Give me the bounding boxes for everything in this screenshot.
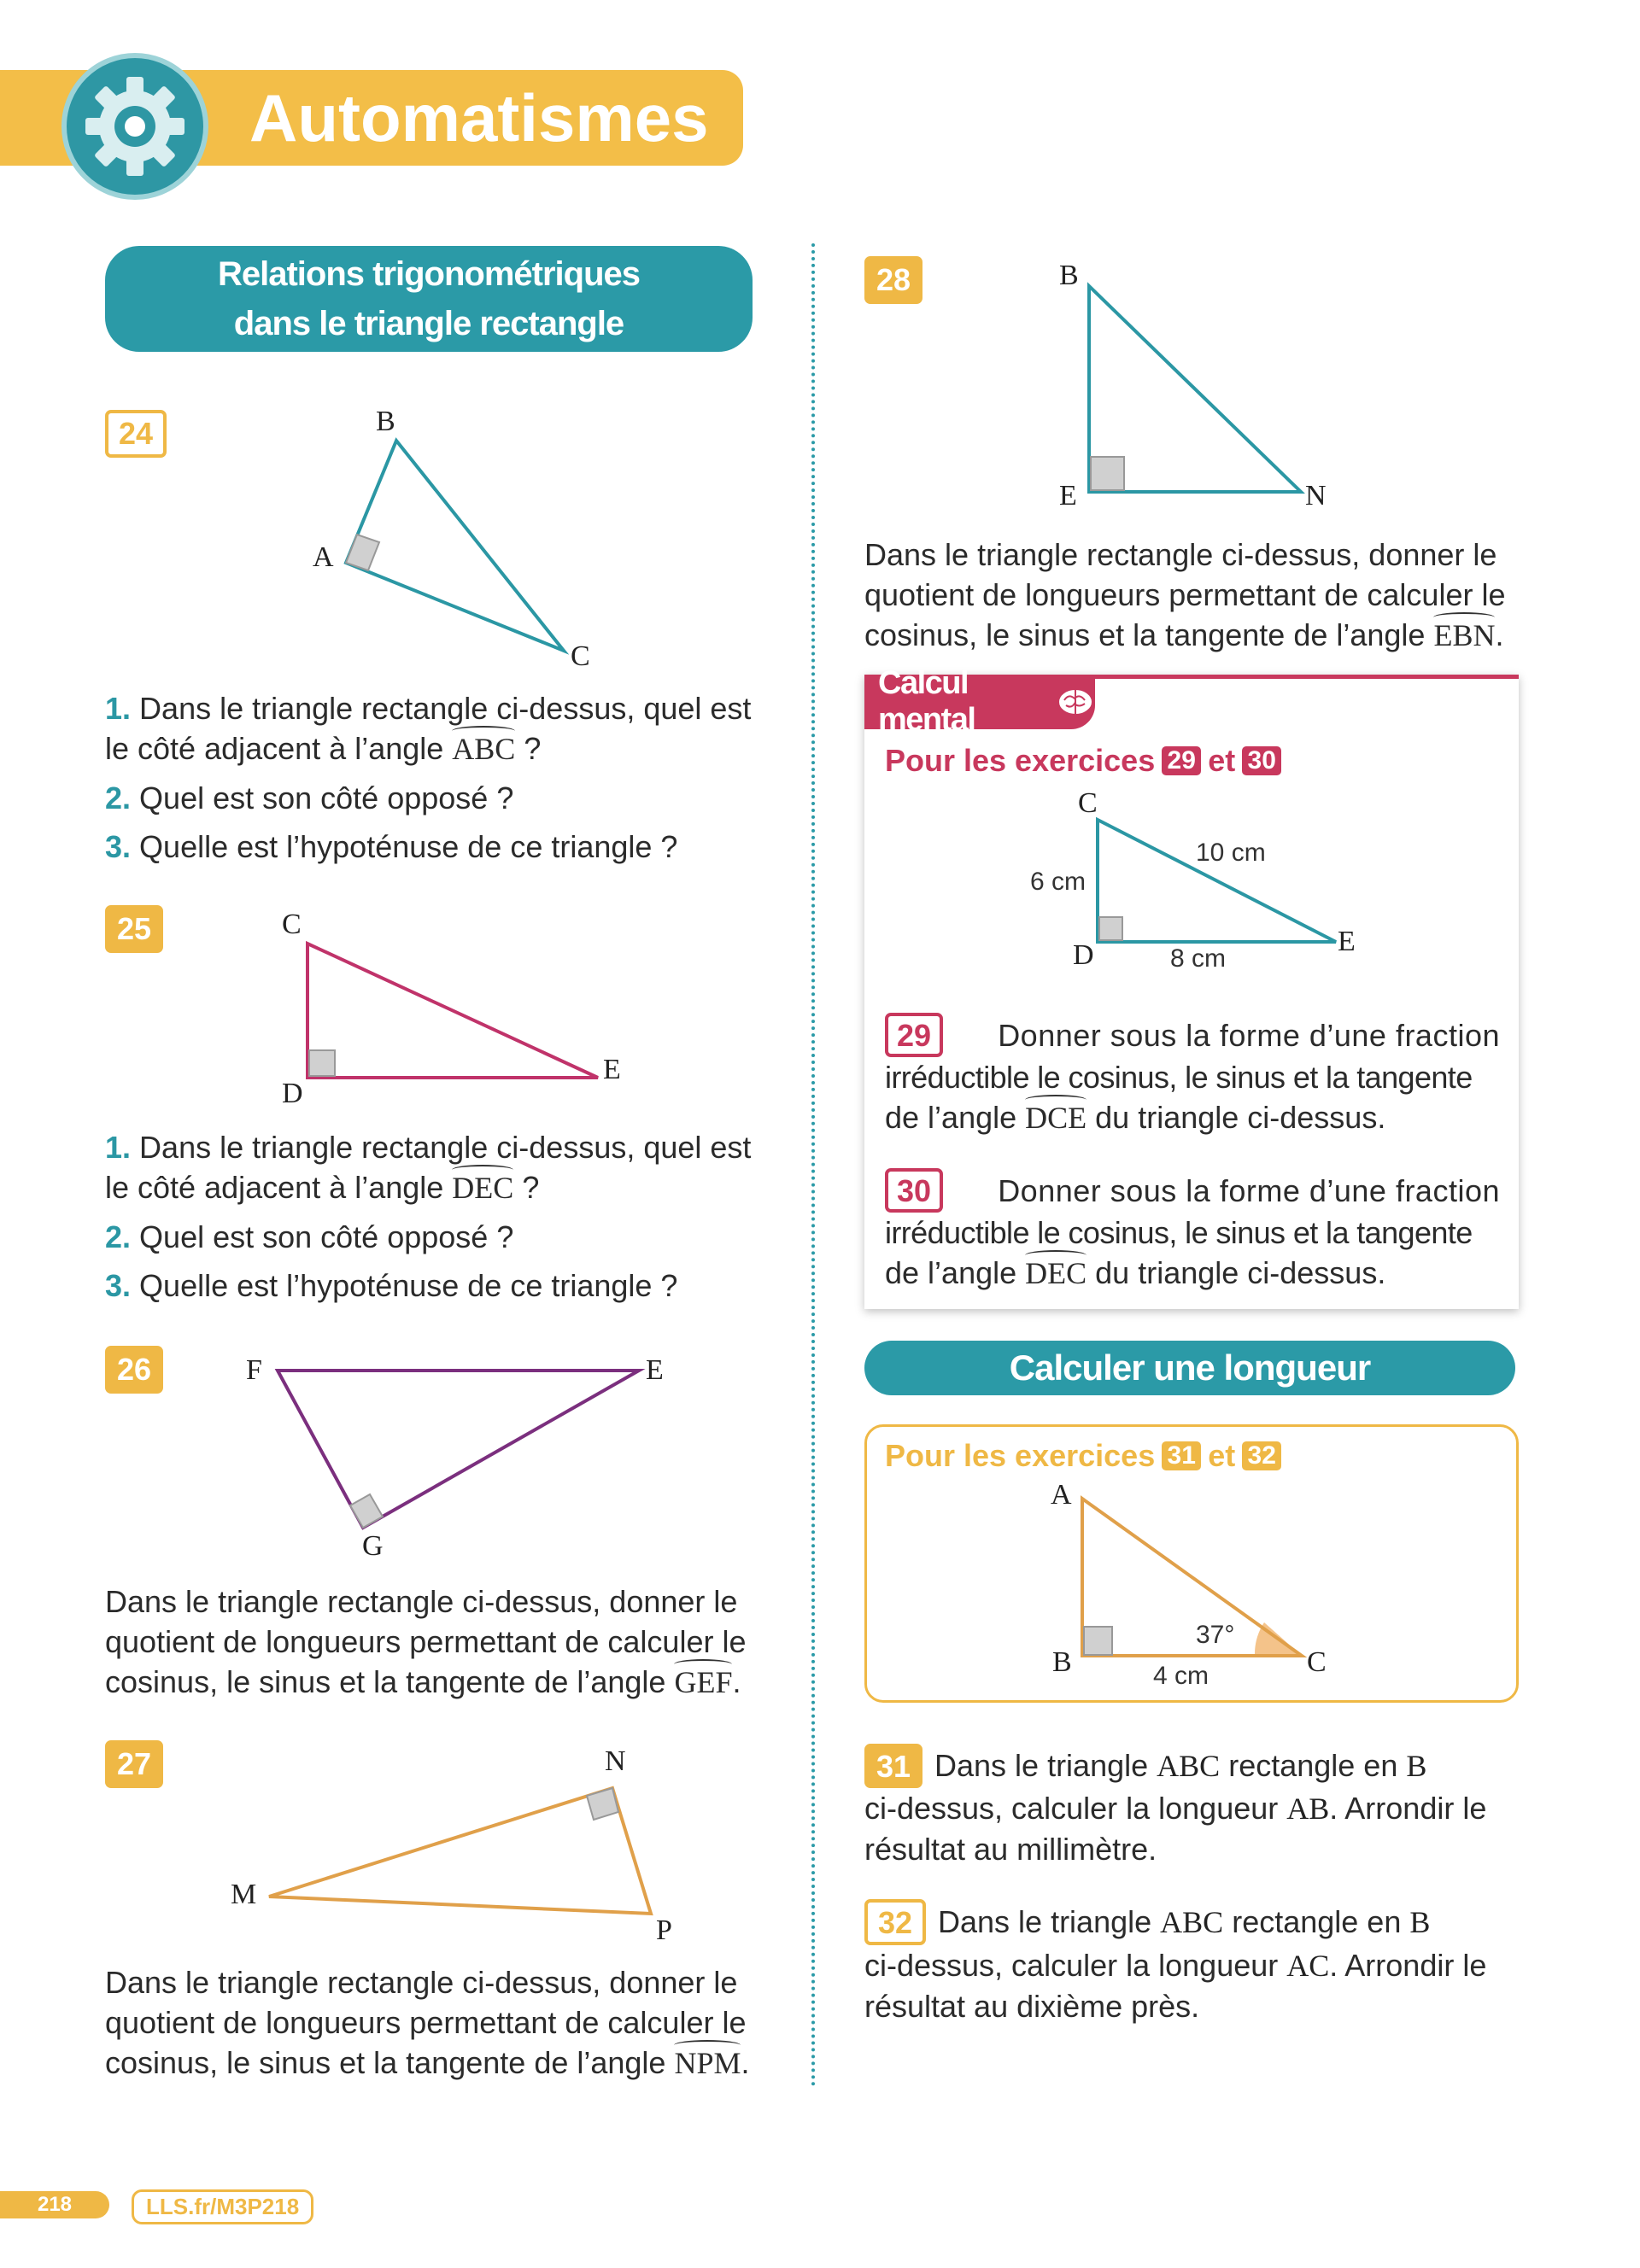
point-label-b: B <box>1059 260 1079 291</box>
point-label-m: M <box>231 1879 257 1910</box>
q1-num: 1. <box>105 691 132 726</box>
text-b: rectangle en <box>1228 1748 1398 1783</box>
text-end: . <box>1495 617 1504 652</box>
calcul-mental-tab <box>864 665 1095 738</box>
point-label-n: N <box>605 1745 626 1777</box>
angle-ebn: EBN <box>1433 616 1495 656</box>
q3-num: 3. <box>105 1268 132 1303</box>
text-b: rectangle en <box>1232 1904 1402 1939</box>
exercise-25-text <box>105 1127 771 1306</box>
right-angle-point: B <box>1406 1749 1427 1783</box>
point-label-c: C <box>1307 1646 1327 1678</box>
exercise-number-27: 27 <box>105 1740 163 1788</box>
exercise-29-text <box>885 1013 1500 1138</box>
text-line-c: de l’angle <box>885 1100 1017 1135</box>
point-label-p: P <box>656 1914 672 1946</box>
triangle-cde-mental-figure <box>1093 815 1350 952</box>
text-line-d: du triangle ci-dessus. <box>1095 1100 1386 1135</box>
q1-num: 1. <box>105 1130 132 1165</box>
text-e: résultat au millimètre. <box>864 1832 1157 1867</box>
text-d: . Arrondir le <box>1329 1791 1487 1826</box>
text-d: . Arrondir le <box>1329 1948 1487 1983</box>
text-c: ci-dessus, calculer la longueur <box>864 1948 1279 1983</box>
text-line-b: quotient de longueurs permettant de calculer le <box>864 577 1506 612</box>
angle-gef: GEF <box>674 1663 732 1703</box>
ref-29: 29 <box>1162 746 1201 775</box>
angle-dec: DEC <box>452 1168 513 1208</box>
page-title: Automatismes <box>249 80 709 155</box>
point-label-e: E <box>1059 480 1077 511</box>
text-a: Dans le triangle <box>938 1904 1152 1939</box>
exercise-28-text <box>864 535 1531 656</box>
point-label-e: E <box>646 1354 664 1386</box>
q1-end: ? <box>524 731 542 766</box>
text-line-a: Donner sous la forme d’une fraction <box>998 1172 1500 1208</box>
q1-line-b: le côté adjacent à l’angle <box>105 1170 444 1205</box>
section-title-length: Calculer une longueur <box>864 1341 1515 1395</box>
text-line-d: du triangle ci-dessus. <box>1095 1255 1386 1290</box>
text-line-a: Dans le triangle rectangle ci-dessus, donner le <box>105 1965 738 2000</box>
point-label-d: D <box>282 1078 303 1109</box>
text-line-a: Dans le triangle rectangle ci-dessus, donner le <box>105 1584 738 1619</box>
page-number: 218 <box>0 2191 109 2218</box>
q1-line-b: le côté adjacent à l’angle <box>105 731 444 766</box>
text-c: ci-dessus, calculer la longueur <box>864 1791 1279 1826</box>
ref-30: 30 <box>1242 746 1281 775</box>
heading-text: Pour les exercices <box>885 743 1156 778</box>
q3-num: 3. <box>105 829 132 864</box>
exercise-number-29: 29 <box>885 1013 943 1057</box>
triangle-cde-figure <box>303 939 611 1093</box>
q1-line-a: Dans le triangle rectangle ci-dessus, quel est <box>139 1130 752 1165</box>
exercise-number-32: 32 <box>864 1899 926 1945</box>
ref-32: 32 <box>1242 1441 1281 1470</box>
exercise-31-text <box>864 1744 1531 1869</box>
segment: AB <box>1286 1792 1330 1826</box>
text-line-c: de l’angle <box>885 1255 1017 1290</box>
calcul-mental-label: Calcul mental <box>878 665 975 738</box>
triangle-abc-figure <box>325 427 581 649</box>
exercise-number-25: 25 <box>105 905 163 953</box>
footer-link[interactable]: LLS.fr/M3P218 <box>132 2189 313 2224</box>
heading-and: et <box>1208 1438 1236 1473</box>
heading-text: Pour les exercices <box>885 1438 1156 1473</box>
side-ce: 10 cm <box>1196 839 1266 867</box>
text-line-c: cosinus, le sinus et la tangente de l’angle <box>864 617 1426 652</box>
q2-text: Quel est son côté opposé ? <box>139 780 514 815</box>
exercise-27-text <box>105 1962 771 2084</box>
exercise-24-text <box>105 688 771 867</box>
point-label-f: F <box>246 1354 262 1386</box>
q3-text: Quelle est l’hypoténuse de ce triangle ? <box>139 1268 678 1303</box>
ref-31: 31 <box>1162 1441 1201 1470</box>
brain-icon <box>1056 687 1095 717</box>
side-bc: 4 cm <box>1153 1662 1210 1690</box>
point-label-n: N <box>1305 480 1327 511</box>
angle-dec: DEC <box>1025 1254 1086 1294</box>
point-label-a: A <box>313 541 334 573</box>
text-line-c: cosinus, le sinus et la tangente de l’angle <box>105 1664 666 1699</box>
angle-c-value: 37° <box>1196 1621 1235 1649</box>
column-divider <box>811 243 815 2088</box>
q2-num: 2. <box>105 780 132 815</box>
text-line-a: Dans le triangle rectangle ci-dessus, donner le <box>864 537 1497 572</box>
exercise-number-24: 24 <box>105 410 167 458</box>
section-title-trig <box>105 246 753 352</box>
point-label-b: B <box>1052 1646 1072 1678</box>
point-label-b: B <box>376 406 395 437</box>
q2-text: Quel est son côté opposé ? <box>139 1219 514 1254</box>
exercise-26-text <box>105 1581 771 1703</box>
point-label-a: A <box>1051 1479 1072 1511</box>
q2-num: 2. <box>105 1219 132 1254</box>
text-line-b: irréductible le cosinus, le sinus et la tangente <box>885 1060 1473 1095</box>
exercise-30-text <box>885 1168 1500 1294</box>
text-line-b: quotient de longueurs permettant de calculer le <box>105 1624 747 1659</box>
exercise-number-28: 28 <box>864 256 922 304</box>
exercise-number-26: 26 <box>105 1346 163 1394</box>
point-label-c: C <box>571 640 590 672</box>
section-title-line2: dans le triangle rectangle <box>233 305 624 342</box>
point-label-d: D <box>1073 939 1094 971</box>
text-a: Dans le triangle <box>934 1748 1149 1783</box>
exercise-number-31: 31 <box>864 1744 922 1788</box>
point-label-e: E <box>603 1054 621 1085</box>
angle-dce: DCE <box>1025 1098 1086 1138</box>
angle-abc: ABC <box>452 729 515 769</box>
angle-npm: NPM <box>674 2043 741 2084</box>
q1-line-a: Dans le triangle rectangle ci-dessus, quel est <box>139 691 752 726</box>
text-line-a: Donner sous la forme d’une fraction <box>998 1017 1500 1053</box>
triangle-ben-figure <box>1085 282 1307 504</box>
exercise-number-30: 30 <box>885 1168 943 1213</box>
point-label-c: C <box>282 909 302 940</box>
triangle-name: ABC <box>1157 1749 1221 1783</box>
q3-text: Quelle est l’hypoténuse de ce triangle ? <box>139 829 678 864</box>
text-end: . <box>732 1664 741 1699</box>
point-label-g: G <box>362 1530 384 1562</box>
right-angle-point: B <box>1409 1905 1431 1939</box>
text-line-b: irréductible le cosinus, le sinus et la tangente <box>885 1215 1473 1250</box>
box-heading <box>885 1438 1281 1474</box>
text-end: . <box>741 2045 750 2080</box>
side-de: 8 cm <box>1170 944 1227 973</box>
text-line-b: quotient de longueurs permettant de calculer le <box>105 2005 747 2040</box>
section-title-line1: Relations trigonométriques <box>217 255 641 293</box>
side-cd: 6 cm <box>1030 868 1086 896</box>
exercise-32-text <box>864 1899 1531 2026</box>
triangle-mnp-figure <box>265 1776 658 1947</box>
point-label-c: C <box>1078 787 1098 819</box>
segment: AC <box>1286 1949 1330 1983</box>
text-line-c: cosinus, le sinus et la tangente de l’angle <box>105 2045 666 2080</box>
triangle-name: ABC <box>1160 1905 1224 1939</box>
q1-end: ? <box>522 1170 540 1205</box>
text-e: résultat au dixième près. <box>864 1989 1200 2024</box>
gear-icon <box>62 53 208 200</box>
triangle-feg-figure <box>273 1366 658 1537</box>
heading-and: et <box>1208 743 1236 778</box>
point-label-e: E <box>1338 926 1356 957</box>
calcul-mental-heading <box>885 743 1281 779</box>
